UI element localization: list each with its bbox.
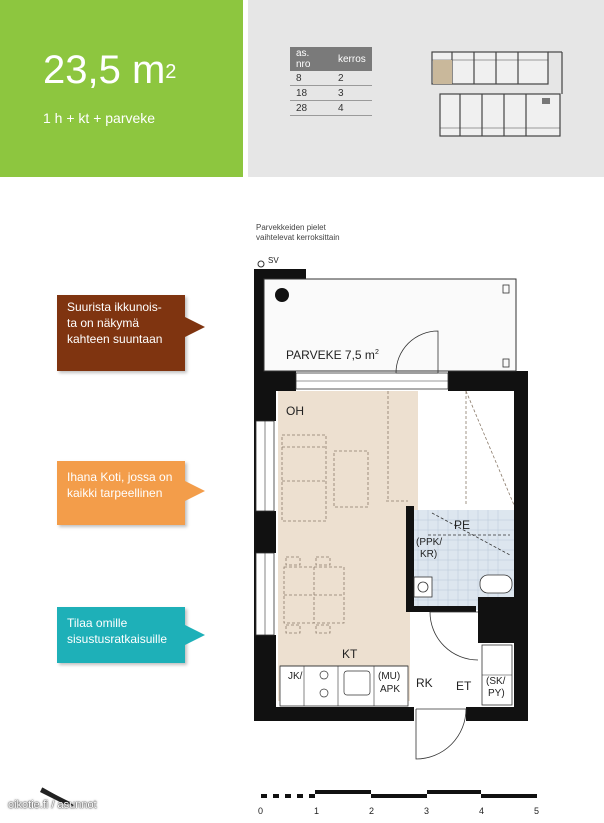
feature-bubble-windows: Suurista ikkunois- ta on näkymä kahteen suuntaan <box>57 295 185 371</box>
feature-bubble-home: Ihana Koti, jossa on kaikki tarpeellinen <box>57 461 185 525</box>
scale-tick: 2 <box>369 806 375 816</box>
pe-label: PE <box>454 518 471 532</box>
apartment-area: 23,5 $m^2$ <box>43 48 177 92</box>
highlighted-unit <box>433 60 452 84</box>
scale-tick: 4 <box>479 806 485 816</box>
balcony-label: PARVEKE 7,5 $m^2$ <box>286 348 379 362</box>
balcony-note: Parvekkeiden pielet vaihtelevat kerroksittain <box>256 223 340 242</box>
bubble-pointer <box>185 317 205 337</box>
floor-plan <box>248 255 548 775</box>
feature-bubble-space: Tilaa omille sisustusratkaisuille <box>57 607 185 663</box>
entrance-door <box>416 709 466 759</box>
table-row: 8 2 <box>290 71 372 86</box>
jk-label: JK/ <box>288 671 303 682</box>
rk-label: RK <box>416 676 433 690</box>
mu-label: (MU) <box>378 671 401 682</box>
room-summary: 1 h + kt + parveke <box>43 110 156 126</box>
bathroom-door-swing <box>430 612 478 660</box>
sv-marker <box>258 261 264 267</box>
scale-tick: 0 <box>258 806 264 816</box>
building-key-plan <box>430 46 570 141</box>
scale-tick: 1 <box>314 806 320 816</box>
oh-label: OH <box>286 404 304 418</box>
units-table-header: as. nro <box>290 47 332 71</box>
watermark: oikotie.fi / asunnot <box>8 799 97 811</box>
table-row: 18 3 <box>290 86 372 101</box>
scale-tick: 3 <box>424 806 430 816</box>
kr-label: KR) <box>420 549 438 560</box>
toilet <box>480 575 512 593</box>
scale-tick: 5 <box>534 806 540 816</box>
living-area-floor <box>278 391 418 601</box>
units-table-header: kerros <box>332 47 372 71</box>
kt-label: KT <box>342 647 358 661</box>
header-panel <box>0 0 243 177</box>
drain-symbol <box>275 288 289 302</box>
units-table <box>290 47 372 116</box>
bubble-pointer <box>185 481 205 501</box>
sk-label: (SK/ <box>486 676 506 687</box>
scale-bar <box>255 790 555 820</box>
apk-label: APK <box>380 684 401 695</box>
sv-label: SV <box>268 256 279 265</box>
et-label: ET <box>456 679 472 693</box>
bubble-pointer <box>185 625 205 645</box>
table-row: 28 4 <box>290 101 372 116</box>
py-label: PY) <box>488 688 505 699</box>
ppk-label: (PPK/ <box>416 537 443 548</box>
